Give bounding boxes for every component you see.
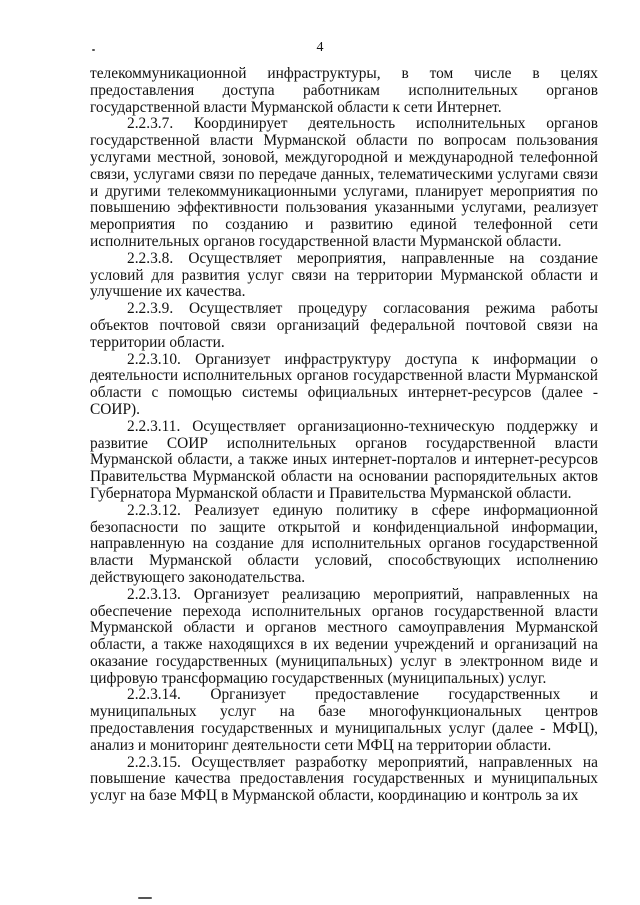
paragraph-2-2-3-8: 2.2.3.8. Осуществляет мероприятия, направленные на создание условий для развития услуг связи на территории Мурманской области и улучшение их качества. bbox=[90, 249, 598, 301]
paragraph-continuation: телекоммуникационной инфраструктуры, в том числе в целях предоставления доступа работникам исполнительных органов государственной власти Мурманской области к сети Интернет. bbox=[90, 65, 598, 116]
paragraph-2-2-3-11: 2.2.3.11. Осуществляет организационно-техническую поддержку и развитие СОИР исполнительных органов государственной власти Мурманской области, а также иных интернет-порталов и интернет-ресурсов Правительства Мурманской области на основании распорядительных актов Губернатора Мурманской области и Правительства Мурманской области. bbox=[90, 417, 598, 502]
scan-speck bbox=[92, 49, 95, 51]
scan-speck bbox=[138, 897, 152, 899]
paragraph-2-2-3-12: 2.2.3.12. Реализует единую политику в сфере информационной безопасности по защите открытой и конфиденциальной информации, направленную на создание для исполнительных органов государственной власти Мурманской области условий, способствующих исполнению действующего законодательства. bbox=[90, 501, 598, 586]
document-body bbox=[90, 66, 598, 805]
paragraph-2-2-3-7: 2.2.3.7. Координирует деятельность исполнительных органов государственной власти Мурманской области по вопросам пользования услугами местной, зоновой, междугородной и международной телефонной связи, услугами связи по передаче данных, телематическими услугами связи и другими телекоммуникационными услугами, планирует мероприятия по повышению эффективности пользования указанными услугами, реализует мероприятия по созданию и развитию единой телефонной сети исполнительных органов государственной власти Мурманской области. bbox=[90, 115, 598, 250]
paragraph-2-2-3-10: 2.2.3.10. Организует инфраструктуру доступа к информации о деятельности исполнительных органов государственной власти Мурманской области с помощью системы официальных интернет-ресурсов (далее - СОИР). bbox=[90, 350, 598, 418]
page-number: 4 bbox=[316, 40, 324, 55]
paragraph-2-2-3-13: 2.2.3.13. Организует реализацию мероприятий, направленных на обеспечение перехода исполнительных органов государственной власти Мурманской области и органов местного самоуправления Мурманской области, а также находящихся в их ведении учреждений и организаций на оказание государственных (муниципальных) услуг в электронном виде и цифровую трансформацию государственных (муниципальных) услуг. bbox=[90, 585, 598, 687]
paragraph-2-2-3-9: 2.2.3.9. Осуществляет процедуру согласования режима работы объектов почтовой связи организаций федеральной почтовой связи на территории области. bbox=[90, 300, 598, 351]
paragraph-2-2-3-15: 2.2.3.15. Осуществляет разработку мероприятий, направленных на повышение качества предоставления государственных и муниципальных услуг на базе МФЦ в Мурманской области, координацию и контроль за их bbox=[90, 753, 598, 805]
paragraph-2-2-3-14: 2.2.3.14. Организует предоставление государственных и муниципальных услуг на базе многофункциональных центров предоставления государственных и муниципальных услуг (далее - МФЦ), анализ и мониторинг деятельности сети МФЦ на территории области. bbox=[90, 686, 598, 754]
